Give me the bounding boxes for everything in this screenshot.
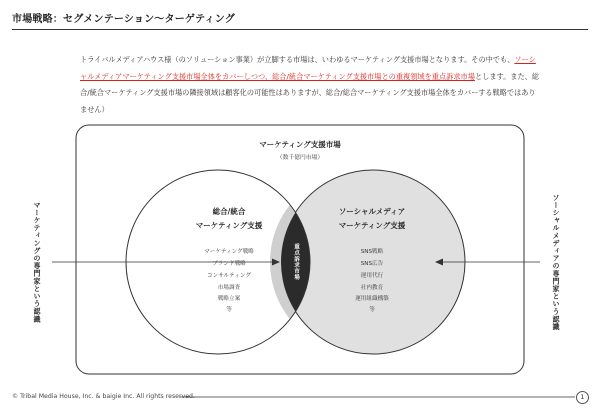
left-circle-item: 等 — [226, 307, 232, 313]
page-title: 市場戦略：セグメンテーション〜ターゲティング — [12, 14, 235, 25]
left-circle-item: 市場調査 — [217, 285, 241, 291]
left-circle-title-2: マーケティング支援 — [195, 221, 263, 230]
right-circle-item: 運用代行 — [360, 273, 384, 279]
left-circle-title-1: 総合/統合 — [212, 207, 246, 216]
left-circle-item: マーケティング戦略 — [204, 249, 254, 255]
copyright-text: © Tribal Media House, Inc. & baigie Inc. All rights reserved. — [12, 393, 195, 400]
right-circle-title-2: マーケティング支援 — [338, 221, 406, 230]
intro-text-2: とします。また、総合/統合マーケティング支援市場の隣接領域は顧客化の可能性はありますが、総合/総合マーケティング支援市場全体をカバーする戦略ではありません） — [80, 71, 540, 114]
right-circle-item: SNS広告 — [360, 261, 384, 267]
overlap-label: 重点訴求市場 — [293, 243, 299, 281]
right-circle-item: 社内教育 — [360, 285, 384, 291]
right-circle-item: 等 — [369, 307, 375, 313]
right-side-label: ソーシャルメディアの専門家という認識 — [552, 193, 560, 331]
right-circle-item: 運用組織構築 — [355, 296, 389, 302]
market-subtitle: （数千億円市場） — [276, 155, 324, 161]
right-circle-item: SNS戦略 — [360, 249, 384, 255]
left-circle-item: ブランド戦略 — [212, 261, 246, 267]
page-number: 1 — [576, 391, 589, 404]
left-circle-item: コンサルティング — [207, 273, 251, 279]
left-side-label: マーケティングの専門家という認識 — [33, 201, 41, 323]
market-title: マーケティング支援市場 — [259, 140, 341, 149]
left-circle-item: 戦略立案 — [217, 296, 241, 302]
intro-highlight: ソーシャルメディアマーケティング支援市場全体をカバーしつつ、総合/統合マーケティング支援市場との重複領域を重点訴求市場 — [80, 55, 536, 81]
right-circle-title-1: ソーシャルメディア — [338, 207, 406, 216]
intro-text-1: トライバルメディアハウス様（のソリューション事業）が立脚する市場は、いわゆるマーケティング支援市場となります。その中でも、 — [80, 55, 515, 64]
